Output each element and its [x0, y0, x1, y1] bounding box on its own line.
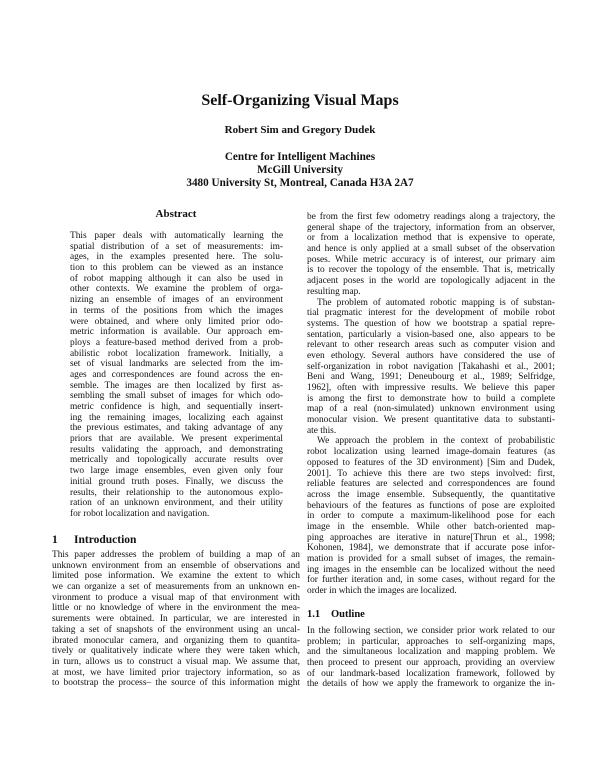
text-line: This paper deals with automatically learning the [70, 231, 283, 241]
section-number: 1.1 [307, 609, 321, 620]
text-line: relevant to other research areas such as computer vision and [307, 340, 555, 351]
text-line: tion to this problem can be viewed as an instance [70, 263, 283, 274]
text-line: other contexts. We examine the problem of orga- [70, 284, 283, 295]
text-line: metric information is available. Our approach em- [70, 327, 283, 338]
authors: Robert Sim and Gregory Dudek [224, 124, 376, 136]
text-line: poses. While metric accuracy is of interest, our primary aim [307, 254, 555, 265]
text-line: is to recover the topology of the ensemble. That is, metrically [307, 265, 555, 276]
affiliation-line: Centre for Intelligent Machines [224, 151, 376, 163]
text-line: nizing an ensemble of images of an environment [70, 295, 283, 306]
text-line: Beni and Wang, 1991; Deneubourg et al., 1989; Selfridge, [307, 372, 555, 383]
text-line: In the following section, we consider prior work related to our [307, 626, 555, 636]
text-line: the details of how we apply the framework to organize the in- [307, 679, 555, 690]
text-line: robot localization using learned image-domain features (as [307, 447, 555, 458]
text-line: for further iteration and, in some cases, without regard for the [307, 575, 555, 586]
right-column-body [307, 212, 555, 597]
section-title: Outline [331, 609, 365, 620]
text-line: The problem of automated robotic mapping is of substan- [317, 297, 555, 308]
text-line: self-organization in robot navigation [Takahashi et al., 2001; [307, 361, 555, 372]
text-line: results validating the approach, and demonstrating [70, 444, 283, 455]
text-line: ages and correspondences are found across the en- [70, 369, 283, 380]
text-line: in terms of the positions from which the images [70, 305, 283, 316]
text-line: and the simultaneous localization and mapping problem. We [307, 647, 555, 658]
text-line: in turn, allows us to construct a visual map. We assume that, [52, 656, 300, 667]
text-line: in order to compute a maximum-likelihood pose for each [307, 511, 555, 522]
text-line: taking a set of snapshots of the environment using an uncal- [52, 624, 300, 635]
introduction-heading [52, 534, 136, 546]
text-line: ration of an unknown environment, and their utility [70, 498, 283, 509]
text-line: general shape of the trajectory, information from an observer, [307, 222, 555, 233]
text-line: problem; in particular, approaches to self-organizing maps, [307, 636, 555, 647]
text-line: behaviours of the features as functions of pose are exploited [307, 500, 555, 511]
affiliation-line: 3480 University St, Montreal, Canada H3A 2A7 [186, 177, 414, 189]
text-line: initial ground truth poses. Finally, we discuss the [70, 476, 283, 487]
paragraph [307, 212, 555, 298]
text-line: set of visual landmarks are selected from the im- [70, 359, 283, 370]
text-line: mation is provided for a small subset of images, the remain- [307, 554, 555, 564]
text-line: we can organize a set of measurements from an unknown en- [52, 582, 300, 593]
text-line: map of a real (non-simulated) unknown environment using [307, 404, 555, 415]
text-line: ibrated monocular camera, and organizing them to quantita- [52, 635, 300, 646]
text-line: for robot localization and navigation. [70, 508, 210, 519]
text-line: even ethology. Several authors have considered the use of [307, 350, 555, 361]
text-line: and hence is only applied at a small subset of the observation [307, 244, 555, 255]
text-line: opposed to features of the 3D environment) [Sim and Dudek, [307, 457, 555, 468]
text-line: tively or qualitatively indicate where they were taken which, [52, 646, 300, 657]
text-line: 2001]. To achieve this there are two steps involved: first, [307, 468, 555, 479]
text-line: reliable features are selected and correspondences are found [307, 479, 555, 490]
text-line: resulting map. [307, 286, 361, 297]
text-line: across the image ensemble. Subsequently, the quantitative [307, 489, 555, 500]
text-line: systems. The question of how we bootstrap a spatial repre- [307, 318, 555, 329]
introduction-body [52, 550, 300, 689]
text-line: image in the ensemble. While other batch-oriented map- [307, 521, 555, 532]
text-line: ing the remaining images, localizing each against [70, 412, 283, 423]
text-line: monocular vision. We present quantitative data to substanti- [307, 415, 555, 426]
text-line: at most, we have limited prior trajectory information, so as [52, 667, 300, 678]
text-line: ploys a feature-based method derived from a prob- [70, 337, 283, 348]
text-line: to bootstrap the process– the source of this information might [52, 678, 300, 689]
text-line: ping approaches are iterative in nature[Thrun et al., 1998; [307, 532, 555, 543]
text-line: little or no knowledge of where in the environment the mea- [52, 603, 300, 614]
text-line: sembling the small subset of images for which odo- [70, 391, 283, 402]
text-line: two large image ensembles, even given only four [70, 466, 283, 477]
text-line: adjacent poses in the world are topologically adjacent in the [307, 276, 555, 287]
text-line: metric confidence is high, and sequentially insert- [70, 402, 283, 412]
text-line: unknown environment from an ensemble of observations and [52, 560, 300, 571]
text-line: is among the first to demonstrate how to build a complete [307, 393, 555, 404]
text-line: Kohonen, 1984], we demonstrate that if accurate pose infor- [307, 543, 555, 554]
text-line: tial pragmatic interest for the development of mobile robot [307, 308, 555, 319]
text-line: the previous estimates, and taking advantage of any [70, 423, 283, 434]
text-line: results, their relationship to the autonomous explo- [70, 487, 283, 498]
text-line: or from a localization method that is expensive to operate, [307, 233, 555, 244]
paragraph [307, 298, 555, 437]
text-line: 1962], often with impressive results. We believe this paper [307, 383, 555, 393]
text-line: spatial distribution of a set of measurements: im- [70, 241, 283, 252]
outline-heading [307, 609, 365, 620]
text-line: of our landmark-based localization framework, followed by [307, 668, 555, 679]
text-line: order in which the images are localized. [307, 586, 457, 597]
text-line: be from the first few odometry readings along a trajectory, the [307, 212, 555, 222]
affiliation-line: McGill University [256, 164, 344, 176]
paper-title: Self-Organizing Visual Maps [201, 92, 399, 109]
outline-body [307, 626, 555, 690]
text-line: We approach the problem in the context of probabilistic [317, 436, 555, 447]
paragraph [307, 436, 555, 596]
text-line: abilistic robot localization framework. Initially, a [70, 348, 283, 359]
section-title: Introduction [74, 534, 137, 546]
text-line: ate this. [307, 425, 337, 436]
text-line: metrically and topologically accurate results over [70, 455, 283, 466]
text-line: limited pose information. We examine the extent to which [52, 571, 300, 582]
section-number: 1 [52, 534, 58, 546]
abstract-heading: Abstract [155, 208, 197, 220]
text-line: of robot mapping although it can also be used in [70, 273, 283, 284]
text-line: surements were obtained. In particular, we are interested in [52, 614, 300, 625]
text-line: then proceed to present our approach, providing an overview [307, 658, 555, 669]
text-line: were obtained, and where only limited prior odo- [70, 316, 283, 327]
text-line: priors that are available. We present experimental [70, 434, 283, 445]
text-line: vironment to produce a visual map of that environment with [52, 592, 300, 603]
text-line: ages, in the examples presented here. The solu- [70, 252, 283, 263]
text-line: sentation, particularly a vision-based one, also appears to be [307, 329, 555, 340]
abstract-body [70, 231, 283, 520]
text-line: semble. The images are then localized by first as- [70, 380, 283, 391]
text-line: This paper addresses the problem of building a map of an [52, 550, 300, 560]
text-line: ing images in the ensemble can be localized without the need [307, 564, 555, 575]
